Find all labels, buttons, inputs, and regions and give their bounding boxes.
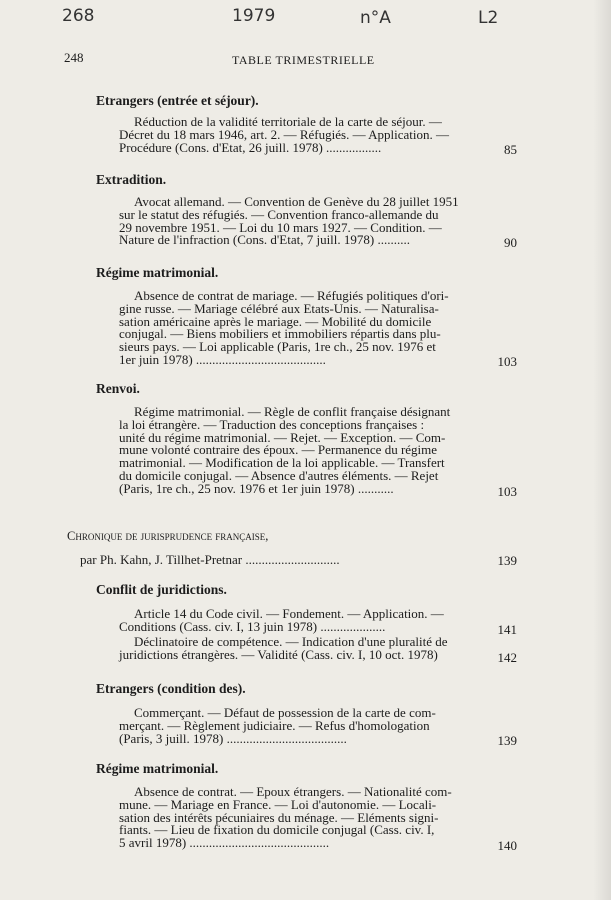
entry-line: Procédure (Cons. d'Etat, 26 juill. 1978) .................	[119, 139, 382, 155]
index-entry	[119, 406, 486, 496]
entry-line: merçant. — Règlement judiciaire. — Refus d'homologation	[119, 717, 430, 733]
entry-page-number: 85	[504, 142, 517, 157]
section-title: Etrangers (condition des).	[96, 681, 246, 696]
entry-line: juridictions étrangères. — Validité (Cass. civ. I, 10 oct. 1978)	[119, 646, 438, 662]
entry-line: Réduction de la validité territoriale de la carte de séjour. —	[134, 114, 442, 129]
entry-line: Absence de contrat. — Epoux étrangers. — Nationalité com-	[134, 784, 452, 799]
entry-line: sation américaine après le mariage. — Mobilité du domicile	[119, 313, 432, 329]
entry-line: Article 14 du Code civil. — Fondement. — Application. —	[134, 606, 444, 621]
entry-line: Déclinatoire de compétence. — Indication d'une pluralité de	[134, 634, 448, 649]
entry-page-number: 142	[497, 650, 517, 665]
section-title: Conflit de juridictions.	[96, 582, 227, 597]
chronique-title: Chronique de jurisprudence française,	[67, 529, 269, 543]
entry-line: sation des intérêts pécuniaires du ménage. — Eléments signi-	[119, 809, 439, 825]
index-entry	[119, 608, 486, 634]
handwritten-note-right: L2	[478, 8, 499, 28]
entry-page-number: 141	[497, 622, 517, 637]
index-entry	[119, 707, 486, 745]
entry-line: Conditions (Cass. civ. I, 13 juin 1978) ....................	[119, 618, 386, 634]
entry-line: mune volonté contraire des époux. — Permanence du régime	[119, 442, 438, 458]
entry-page-number: 103	[497, 484, 517, 499]
entry-line: sieurs pays. — Loi applicable (Paris, 1re ch., 25 nov. 1976 et	[119, 339, 436, 355]
index-entry	[119, 290, 486, 367]
entry-line: 29 novembre 1951. — Loi du 10 mars 1927. — Condition. —	[119, 219, 442, 235]
section-title: Renvoi.	[96, 381, 140, 396]
section-title: Extradition.	[96, 172, 167, 187]
index-entry	[119, 786, 486, 850]
page-number: 248	[64, 50, 84, 65]
entry-line: Décret du 18 mars 1946, art. 2. — Réfugiés. — Application. —	[119, 126, 449, 142]
entry-page-number: 103	[497, 354, 517, 369]
section-title: Régime matrimonial.	[96, 265, 219, 280]
entry-line: matrimonial. — Modification de la loi applicable. — Transfert	[119, 455, 445, 471]
handwritten-note-mid: n°A	[360, 8, 391, 28]
entry-line: (Paris, 1re ch., 25 nov. 1976 et 1er juin 1978) ...........	[119, 480, 394, 496]
entry-line: fiants. — Lieu de fixation du domicile conjugal (Cass. civ. I,	[119, 822, 435, 838]
entry-line: (Paris, 3 juill. 1978) .....................................	[119, 730, 347, 746]
running-title: TABLE TRIMESTRIELLE	[232, 53, 375, 67]
entry-line: Avocat allemand. — Convention de Genève du 28 juillet 1951	[134, 194, 459, 209]
entry-line: 5 avril 1978) ...........................................	[119, 835, 330, 851]
entry-line: gine russe. — Mariage célébré aux Etats-Unis. — Naturalisa-	[119, 300, 439, 316]
index-entry	[119, 196, 486, 247]
entry-line: Absence de contrat de mariage. — Réfugiés politiques d'ori-	[134, 288, 449, 303]
handwritten-year: 1979	[232, 6, 276, 26]
index-entry	[119, 636, 486, 662]
entry-page-number: 140	[497, 838, 517, 853]
entry-page-number: 139	[497, 733, 517, 748]
entry-line: Régime matrimonial. — Règle de conflit française désignant	[134, 404, 451, 419]
entry-line: la loi étrangère. — Traduction des conceptions françaises :	[119, 416, 425, 432]
entry-line: 1er juin 1978) ........................................	[119, 351, 326, 367]
entry-line: Commerçant. — Défaut de possession de la carte de com-	[134, 705, 436, 720]
index-entry	[119, 116, 486, 154]
chronique-authors: par Ph. Kahn, J. Tillhet-Pretnar .............................	[80, 552, 340, 567]
handwritten-note-left: 268	[62, 6, 95, 26]
chronique-page-number: 139	[497, 553, 517, 568]
page-edge-shadow	[593, 0, 611, 900]
entry-line: Nature de l'infraction (Cons. d'Etat, 7 juill. 1978) ..........	[119, 232, 410, 248]
entry-page-number: 90	[504, 235, 517, 250]
entry-line: sur le statut des réfugiés. — Convention franco-allemande du	[119, 206, 439, 222]
section-title: Etrangers (entrée et séjour).	[96, 93, 259, 108]
section-title: Régime matrimonial.	[96, 761, 219, 776]
entry-line: unité du régime matrimonial. — Rejet. — Exception. — Com-	[119, 429, 446, 445]
entry-line: conjugal. — Biens mobiliers et immobiliers répartis dans plu-	[119, 326, 441, 342]
entry-line: du domicile conjugal. — Absence d'autres éléments. — Rejet	[119, 467, 439, 483]
entry-line: mune. — Mariage en France. — Loi d'autonomie. — Locali-	[119, 796, 437, 812]
